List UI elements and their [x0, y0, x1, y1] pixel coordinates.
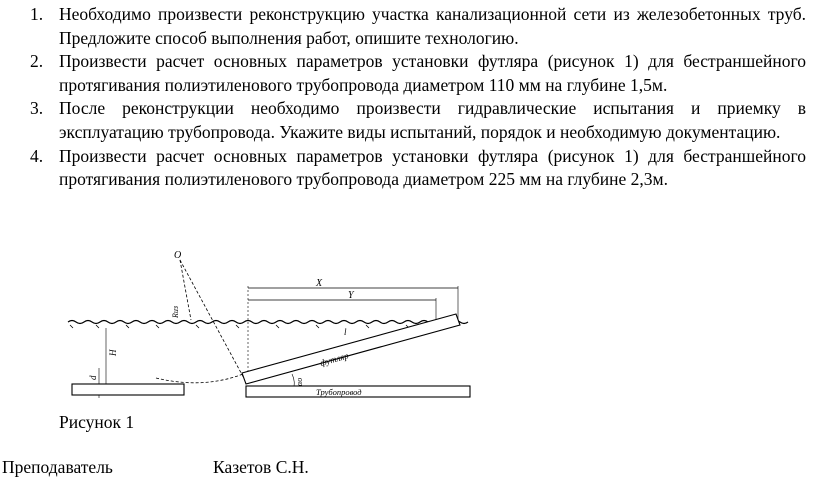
task-number: 1.	[30, 4, 44, 24]
task-list	[0, 3, 816, 192]
depth-label: H	[108, 349, 118, 356]
angle-label: αо	[295, 377, 304, 386]
teacher-role: Преподаватель	[2, 457, 113, 477]
task-text: Необходимо произвести реконструкцию участка канализационной сети из железобетонных труб. Предложите способ выполнения работ, опишите технологию.	[59, 4, 806, 48]
pipe-left	[72, 384, 184, 395]
figure-caption: Рисунок 1	[59, 412, 135, 432]
y-label: Y	[348, 290, 354, 301]
bend-arc	[156, 372, 248, 383]
length-label: l	[344, 327, 347, 337]
task-item	[0, 97, 816, 144]
ground-hatch	[70, 325, 449, 328]
task-number: 4.	[30, 145, 44, 166]
task-item	[0, 50, 816, 97]
task-text: Произвести расчет основных параметров установки футляра (рисунок 1) для бестраншейного протягивания полиэтиленового трубопровода диаметром 110 мм на глубине 1,5м.	[59, 51, 806, 95]
task-text: После реконструкции необходимо произвести гидравлические испытания и приемку в эксплуатацию трубопровода. Укажите виды испытаний, порядок и необходимую документацию.	[59, 98, 806, 142]
casing-diagram	[66, 250, 486, 410]
casing-label: футляр	[318, 350, 350, 368]
task-text: Произвести расчет основных параметров установки футляра (рисунок 1) для бестраншейного протягивания полиэтиленового трубопровода диаметром 225 мм на глубине 2,3м.	[59, 145, 806, 190]
ground-surface-line	[68, 321, 468, 324]
casing	[242, 314, 460, 384]
task-number: 3.	[30, 98, 44, 119]
task-number: 2.	[30, 51, 44, 72]
task-item	[0, 145, 816, 192]
diameter-label: d	[88, 375, 98, 380]
angle-arc	[292, 374, 294, 386]
radius-label: Rиз	[171, 305, 180, 318]
teacher-name: Казетов С.Н.	[213, 457, 309, 477]
origin-label: O	[174, 250, 182, 261]
radius-line-2	[180, 260, 191, 320]
task-item	[0, 3, 816, 50]
x-label: X	[316, 278, 323, 289]
pipeline-label: Трубопровод	[316, 387, 362, 397]
